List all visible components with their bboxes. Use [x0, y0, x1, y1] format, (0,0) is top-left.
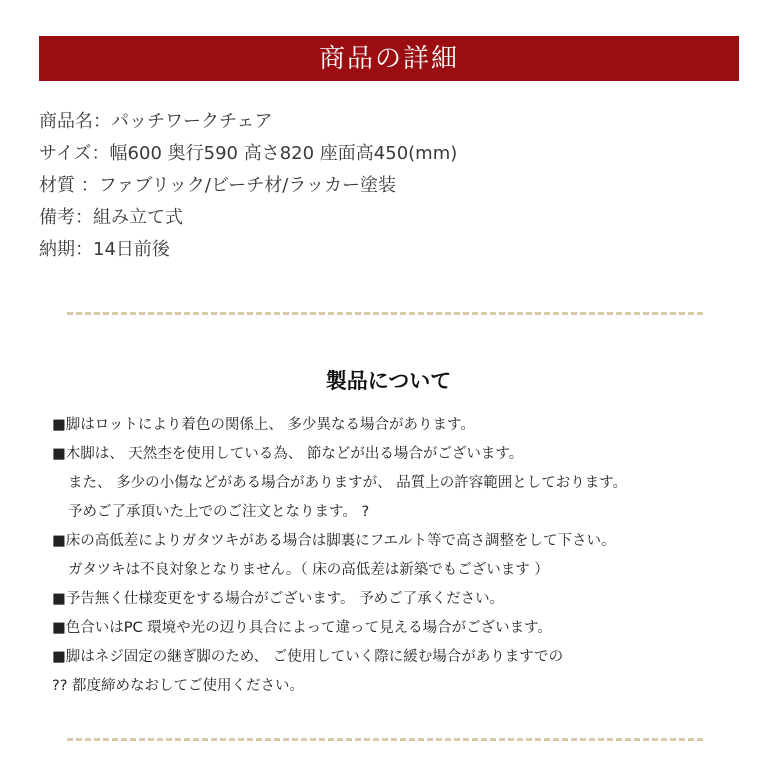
note-line: ■脚はロットにより着色の関係上、 多少異なる場合があります。 — [52, 417, 475, 433]
spec-remarks: 備考：組み立て式 — [39, 207, 183, 228]
product-spec-list — [39, 106, 457, 266]
note-line: ■床の高低差によりガタツキがある場合は脚裏にフエルト等で高さ調整をして下さい。 — [52, 533, 616, 549]
note-line: ■色合いはPC 環境や光の辺り具合によって違って見える場合がございます。 — [52, 620, 553, 636]
note-line: 予めご了承頂いた上でのご注文となります。 ? — [68, 504, 370, 520]
spec-material: 材質 ：ファブリック/ビーチ材/ラッカー塗装 — [39, 175, 396, 196]
note-line: ガタツキは不良対象となりません。（ 床の高低差は新築でもございます ） — [68, 562, 549, 578]
dashed-divider — [67, 738, 703, 741]
spec-size: サイズ：幅600 奥行590 高さ820 座面高450(mm) — [39, 143, 458, 164]
product-notes — [52, 411, 752, 701]
note-line: ■木脚は、 天然杢を使用している為、 節などが出る場合がございます。 — [52, 446, 524, 462]
spec-delivery: 納期：14日前後 — [39, 239, 170, 260]
note-line: また、 多少の小傷などがある場合がありますが、 品質上の許容範囲としております。 — [68, 475, 628, 491]
note-line: ■脚はネジ固定の継ぎ脚のため、 ご使用していく際に緩む場合がありますでの — [52, 649, 564, 665]
section-header-bar — [39, 36, 739, 81]
spec-product-name: 商品名：パッチワークチェア — [39, 111, 273, 132]
product-section-title: 製品について — [325, 369, 452, 393]
dashed-divider — [67, 312, 703, 315]
note-line: ■予告無く仕様変更をする場合がございます。 予めご了承ください。 — [52, 591, 505, 607]
section-header-title: 商品の詳細 — [318, 43, 459, 74]
note-line: ?? 都度締めなおしてご使用ください。 — [52, 678, 304, 694]
